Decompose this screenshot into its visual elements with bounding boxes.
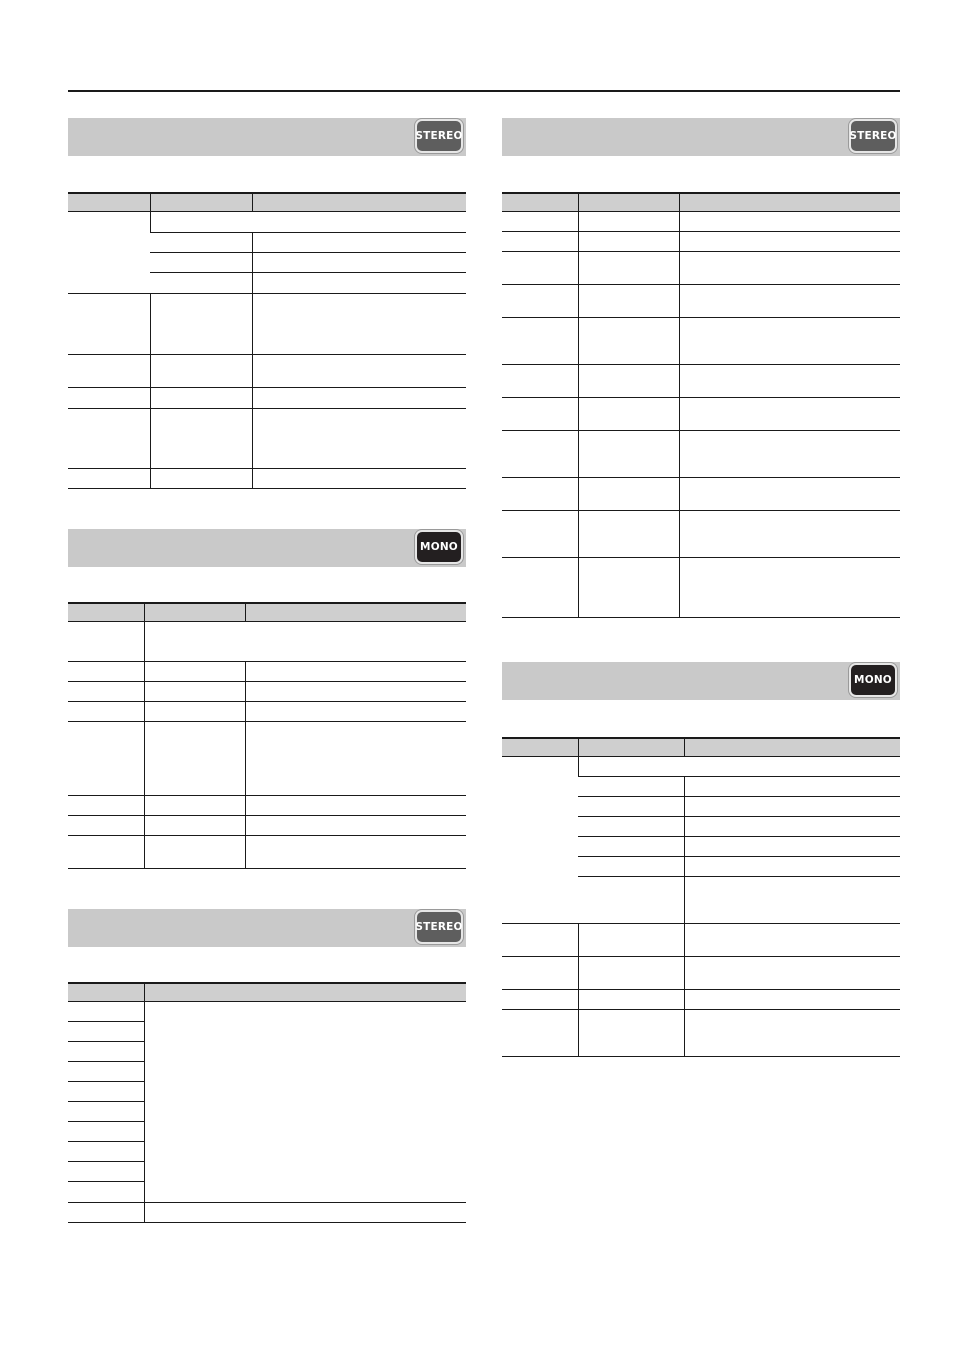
table-cell [144, 836, 245, 869]
table-cell [68, 388, 150, 409]
table-cell [502, 398, 578, 431]
table-cell [68, 816, 144, 836]
parameter-table [502, 192, 900, 618]
table-cell [252, 469, 466, 489]
table-cell [502, 511, 578, 558]
table-cell [502, 431, 578, 478]
header-cell [68, 603, 144, 622]
table-cell [679, 431, 900, 478]
table-cell [684, 817, 900, 837]
table-cell [150, 273, 252, 294]
parameter-table [68, 982, 466, 1223]
table-cell [578, 877, 684, 924]
table-cell [679, 318, 900, 365]
table-cell [502, 285, 578, 318]
table-cell [684, 990, 900, 1010]
header-cell [502, 193, 578, 212]
table-cell [578, 511, 679, 558]
section-header-band [68, 529, 466, 567]
table-cell [252, 294, 466, 355]
table-cell [578, 252, 679, 285]
table-cell [502, 990, 578, 1010]
table-cell [144, 722, 245, 796]
table-cell [684, 857, 900, 877]
table-cell [578, 924, 684, 957]
table-cell [679, 365, 900, 398]
table-cell [679, 398, 900, 431]
header-cell [144, 983, 466, 1002]
table-cell [245, 796, 466, 816]
table-cell [679, 252, 900, 285]
table-cell [679, 478, 900, 511]
header-cell [578, 738, 684, 757]
table-cell [684, 957, 900, 990]
table-cell [578, 1010, 684, 1057]
table-cell [684, 837, 900, 857]
table-cell [68, 1142, 144, 1162]
table-cell [679, 511, 900, 558]
parameter-table [68, 192, 466, 489]
table-cell [252, 273, 466, 294]
stereo-badge: STEREO [417, 912, 461, 942]
table-cell [578, 817, 684, 837]
mono-badge: MONO [851, 665, 895, 695]
mono-badge: MONO [417, 532, 461, 562]
section-header-band [502, 662, 900, 700]
table-cell [150, 409, 252, 469]
table-cell [502, 957, 578, 990]
table-cell [68, 622, 144, 662]
header-cell [68, 193, 150, 212]
table-cell [252, 388, 466, 409]
table-cell [150, 233, 252, 253]
table-cell [68, 294, 150, 355]
table-cell [68, 836, 144, 869]
table-cell [502, 924, 578, 957]
table-cell [68, 1203, 144, 1223]
table-cell [150, 355, 252, 388]
table-cell [150, 469, 252, 489]
table-cell [150, 212, 466, 233]
section-header-band [68, 909, 466, 947]
table-cell [502, 478, 578, 511]
stereo-badge: STEREO [417, 121, 461, 151]
table-cell [578, 957, 684, 990]
table-cell [252, 409, 466, 469]
table-cell [68, 1002, 144, 1022]
table-cell [578, 232, 679, 252]
table-cell [578, 837, 684, 857]
table-cell [252, 355, 466, 388]
table-cell [679, 285, 900, 318]
top-rule [68, 90, 900, 92]
table-cell [578, 857, 684, 877]
table-cell [679, 212, 900, 232]
table-cell [502, 252, 578, 285]
header-cell [150, 193, 252, 212]
header-cell [68, 983, 144, 1002]
table-cell [144, 682, 245, 702]
table-cell [245, 702, 466, 722]
table-cell [68, 722, 144, 796]
table-cell [679, 558, 900, 618]
table-cell [245, 722, 466, 796]
table-cell [578, 797, 684, 817]
table-cell [578, 558, 679, 618]
table-cell [68, 662, 144, 682]
table-cell [68, 796, 144, 816]
table-cell [245, 662, 466, 682]
table-cell [502, 232, 578, 252]
table-cell [578, 757, 900, 777]
table-cell [502, 212, 578, 232]
header-cell [252, 193, 466, 212]
table-cell [679, 232, 900, 252]
table-cell [684, 877, 900, 924]
table-cell [144, 622, 466, 662]
header-cell [684, 738, 900, 757]
parameter-table [68, 602, 466, 869]
table-cell [502, 365, 578, 398]
parameter-table [502, 737, 900, 1057]
section-header-band [502, 118, 900, 156]
table-cell [144, 1203, 466, 1223]
table-cell [68, 469, 150, 489]
table-cell [68, 1122, 144, 1142]
table-cell [684, 1010, 900, 1057]
table-cell [68, 212, 150, 294]
table-cell [252, 233, 466, 253]
table-cell [502, 1010, 578, 1057]
table-cell [684, 797, 900, 817]
table-cell [578, 212, 679, 232]
header-cell [502, 738, 578, 757]
table-cell [578, 318, 679, 365]
table-cell [578, 990, 684, 1010]
table-cell [578, 431, 679, 478]
table-cell [68, 1102, 144, 1122]
table-cell [68, 355, 150, 388]
table-cell [144, 816, 245, 836]
table-cell [68, 702, 144, 722]
header-cell [679, 193, 900, 212]
table-cell [150, 388, 252, 409]
table-cell [502, 558, 578, 618]
table-cell [68, 1042, 144, 1062]
table-cell [144, 702, 245, 722]
table-cell [578, 777, 684, 797]
stereo-badge: STEREO [851, 121, 895, 151]
table-cell [68, 409, 150, 469]
header-cell [144, 603, 245, 622]
table-cell [252, 253, 466, 273]
table-cell [150, 253, 252, 273]
table-cell [684, 924, 900, 957]
table-cell [144, 1002, 466, 1203]
header-cell [245, 603, 466, 622]
table-cell [68, 1182, 144, 1203]
table-cell [578, 365, 679, 398]
header-cell [578, 193, 679, 212]
table-cell [578, 398, 679, 431]
table-cell [245, 816, 466, 836]
table-cell [68, 1082, 144, 1102]
table-cell [578, 478, 679, 511]
section-header-band [68, 118, 466, 156]
table-cell [144, 662, 245, 682]
table-cell [68, 1022, 144, 1042]
table-cell [502, 757, 578, 924]
table-cell [150, 294, 252, 355]
table-cell [245, 682, 466, 702]
table-cell [578, 285, 679, 318]
table-cell [502, 318, 578, 365]
table-cell [245, 836, 466, 869]
table-cell [68, 682, 144, 702]
table-cell [68, 1162, 144, 1182]
table-cell [684, 777, 900, 797]
table-cell [144, 796, 245, 816]
table-cell [68, 1062, 144, 1082]
